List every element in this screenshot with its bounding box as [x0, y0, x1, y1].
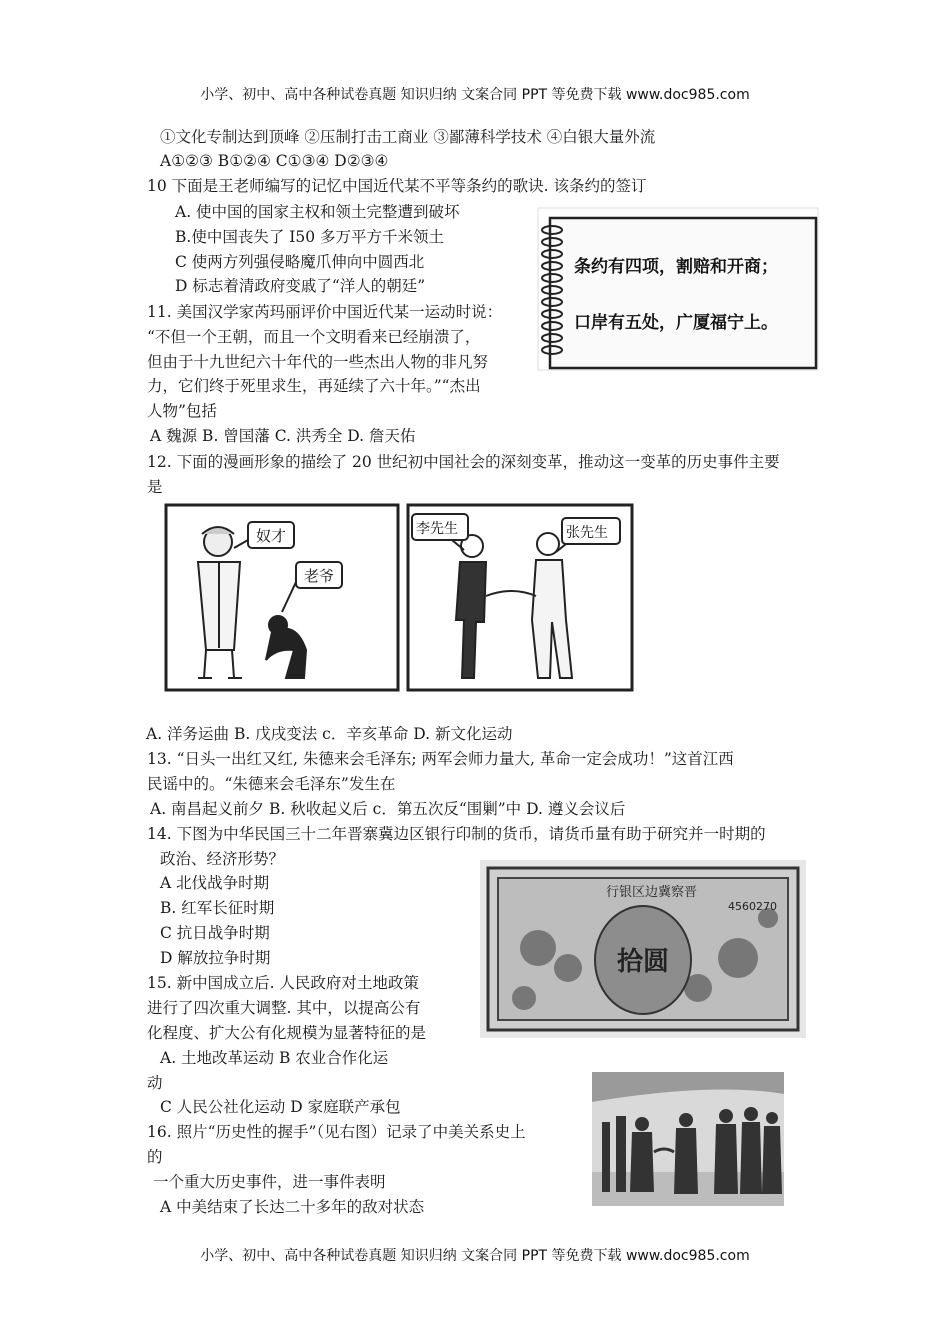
q14-option-a: A 北伐战争时期 — [160, 874, 270, 892]
q10-option-c: C 使两方列强侵略魔爪伸向中圆西北 — [175, 253, 425, 271]
q10-option-d: D 标志着清政府变戚了“洋人的朝廷” — [175, 277, 426, 295]
q10-option-b: B.使中国丧失了 I50 多万平方千米领土 — [175, 228, 445, 246]
q16-line-2: 的 — [147, 1148, 163, 1166]
q9-items: ①文化专制达到顶峰 ②压制打击工商业 ③鄙薄科学技术 ④白银大量外流 — [160, 128, 656, 146]
banknote-serial: 4560270 — [728, 900, 777, 913]
cartoon-figure — [146, 500, 636, 700]
bubble-zhang: 张先生 — [566, 525, 608, 541]
q12-options: A. 洋务运曲 B. 戊戌变法 c．辛亥革命 D. 新文化运动 — [146, 725, 513, 743]
banknote-figure — [478, 858, 808, 1040]
q10-option-a: A. 使中国的国家主权和领土完整遭到破坏 — [175, 203, 460, 221]
page-header: 小学、初中、高中各种试卷真题 知识归纳 文案合同 PPT 等免费下载 www.doc985.com — [200, 87, 750, 103]
q14-option-d: D 解放拉争时期 — [160, 949, 271, 967]
q16-line-1: 16. 照片“历史性的握手”（见右图）记录了中美关系史上 — [147, 1123, 526, 1141]
bubble-nucai: 奴才 — [256, 527, 287, 545]
q13-line-1: 13. “日头一出红又红, 朱德来会毛泽东; 两军会师力量大, 革命一定会成功！”这首江西 — [147, 750, 734, 768]
q11-line-5: 人物”包括 — [147, 402, 217, 420]
q14-option-b: B. 红军长征时期 — [160, 899, 275, 917]
q15-line-3: 化程度、扩大公有化规模为显著特征的是 — [147, 1024, 427, 1042]
q14-line-1: 14. 下图为中华民国三十二年晋寨冀边区银行印制的货币，请货币量有助于研究并一时期的 — [147, 825, 766, 843]
q13-line-2: 民谣中的。“朱德来会毛泽东”发生在 — [147, 775, 396, 793]
notebook-figure — [534, 204, 822, 374]
page-footer: 小学、初中、高中各种试卷真题 知识归纳 文案合同 PPT 等免费下载 www.doc985.com — [200, 1248, 750, 1264]
q11-line-2: “不但一个王朝，而且一个文明看来已经崩溃了， — [147, 328, 481, 346]
q15-line-2: 进行了四次重大调整. 其中，以提高公有 — [147, 999, 421, 1017]
notebook-line-1: 条约有四项，割赔和开商； — [574, 257, 778, 277]
notebook-line-2: 口岸有五处，广厦福宁上。 — [574, 313, 778, 333]
q14-line-2: 政治、经济形势？ — [160, 850, 285, 868]
q15-line-1: 15. 新中国成立后. 人民政府对土地政策 — [147, 974, 419, 992]
q12-line-1: 12. 下面的漫画形象的描绘了 20 世纪初中国社会的深刻变革，推动这一变革的历史事件主要 — [147, 453, 780, 471]
handshake-photo — [592, 1072, 784, 1206]
banknote-title: 行银区边冀察晋 — [606, 885, 698, 900]
banknote-value: 拾圆 — [616, 947, 670, 977]
bubble-li: 李先生 — [416, 521, 458, 537]
q16-line-3: 一个重大历史事件，进一事件表明 — [153, 1173, 386, 1191]
q12-line-2: 是 — [147, 478, 163, 496]
q11-line-4: 力，它们终于死里求生，再延续了六十年。”“杰出 — [147, 377, 481, 395]
q10-stem: 10 下面是王老师编写的记忆中国近代某不平等条约的歌诀. 该条约的签订 — [147, 177, 647, 195]
q11-line-1: 11. 美国汉学家芮玛丽评价中国近代某一运动时说： — [147, 303, 503, 321]
q11-options: A 魏源 B. 曾国藩 C. 洪秀全 D. 詹天佑 — [150, 427, 416, 445]
q16-option-a: A 中美结束了长达二十多年的敌对状态 — [160, 1198, 425, 1216]
q11-line-3: 但由于十九世纪六十年代的一些杰出人物的非凡努 — [147, 353, 489, 371]
q15-options-cd: C 人民公社化运动 D 家庭联产承包 — [160, 1098, 401, 1116]
q15-options-ab: A. 土地改革运动 B 农业合作化运 — [160, 1049, 389, 1067]
q9-options: A①②③ B①②④ C①③④ D②③④ — [160, 152, 389, 170]
bubble-laoye: 老爷 — [304, 567, 335, 585]
q15-options-ab-wrap: 动 — [147, 1074, 163, 1092]
q14-option-c: C 抗日战争时期 — [160, 924, 270, 942]
q13-options: A. 南昌起义前夕 B. 秋收起义后 c．第五次反“围剿”中 D. 遵义会议后 — [150, 800, 626, 818]
